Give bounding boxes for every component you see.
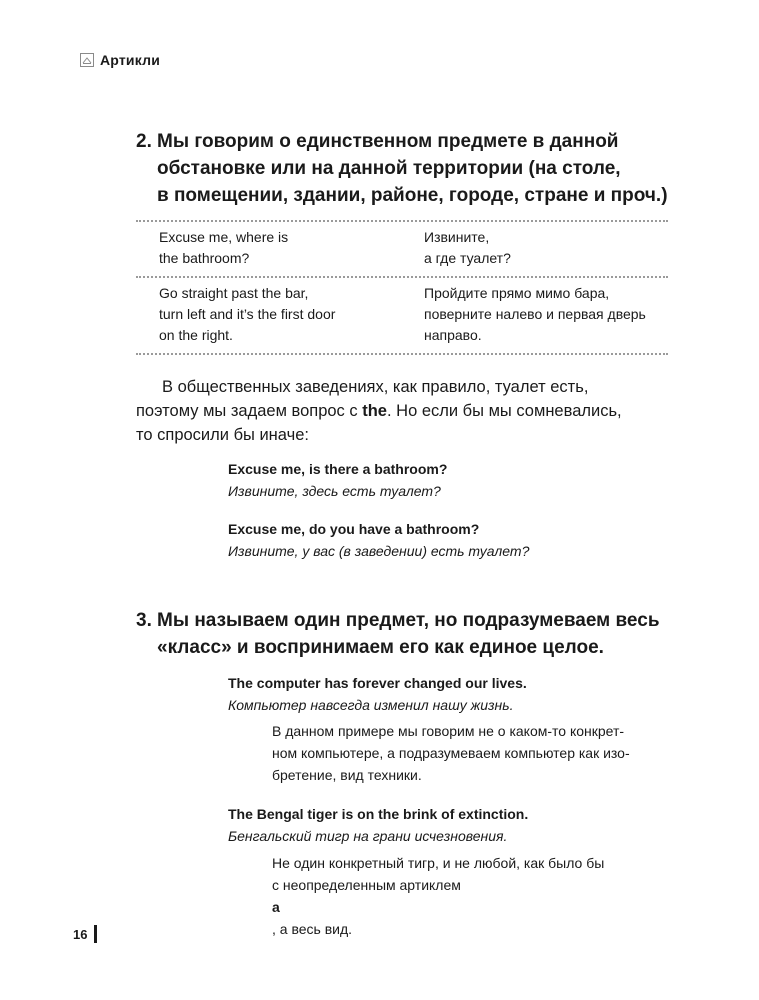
dotted-divider — [136, 220, 668, 222]
table-text: Excuse me, where is — [159, 229, 289, 245]
table-text: the bathroom? — [159, 250, 250, 266]
example-english: The Bengal tiger is on the brink of extinction. — [228, 806, 529, 822]
running-header — [80, 50, 160, 70]
example-russian: Компьютер навсегда изменил нашу жизнь. — [228, 697, 514, 713]
note-text: , а весь вид. — [272, 921, 353, 937]
dotted-divider — [136, 353, 668, 355]
note-tiger — [272, 852, 672, 940]
article-a: a — [272, 899, 280, 915]
table-row-1-english — [159, 227, 288, 269]
section-2-title-line-1: Мы говорим о единственном предмете в данной — [157, 131, 619, 152]
section-2-heading — [136, 128, 696, 209]
paragraph-text: поэтому мы задаем вопрос с — [136, 402, 363, 420]
example-russian: Бенгальский тигр на грани исчезновения. — [228, 828, 508, 844]
paragraph-line-1: В общественных заведениях, как правило, туалет есть, — [162, 378, 589, 396]
example-english: Excuse me, do you have a bathroom? — [228, 521, 480, 537]
table-text: on the right. — [159, 327, 233, 343]
table-text: направо. — [424, 327, 482, 343]
example-computer — [228, 672, 527, 716]
example-russian: Извините, у вас (в заведении) есть туалет? — [228, 543, 530, 559]
note-computer — [272, 720, 672, 786]
page-number: 16 — [73, 927, 88, 942]
body-paragraph — [136, 375, 668, 447]
example-english: Excuse me, is there a bathroom? — [228, 461, 448, 477]
table-text: Go straight past the bar, — [159, 285, 309, 301]
example-english: The computer has forever changed our lives. — [228, 675, 527, 691]
table-text: turn left and it’s the first door — [159, 306, 336, 322]
table-text: поверните налево и первая дверь — [424, 306, 646, 322]
section-2-title-line-3: в помещении, здании, районе, городе, стране и проч.) — [157, 185, 668, 206]
section-3-number: 3. — [136, 610, 152, 631]
paragraph-text: . Но если бы мы сомневались, — [386, 402, 622, 420]
table-row-1-russian — [424, 227, 511, 269]
table-text: а где туалет? — [424, 250, 511, 266]
example-russian: Извините, здесь есть туалет? — [228, 483, 441, 499]
book-icon — [80, 53, 94, 67]
example-tiger — [228, 803, 528, 847]
paragraph-line-2 — [136, 399, 668, 423]
table-text: Пройдите прямо мимо бара, — [424, 285, 610, 301]
example-1 — [228, 458, 447, 502]
section-3-title-line-2: «класс» и воспринимаем его как единое целое. — [157, 637, 604, 658]
table-row-2-russian — [424, 283, 646, 346]
example-2 — [228, 518, 529, 562]
note-line — [272, 874, 672, 940]
note-line: бретение, вид техники. — [272, 767, 422, 783]
section-2-title-line-2: обстановке или на данной территории (на столе, — [157, 158, 621, 179]
header-title: Артикли — [100, 52, 161, 68]
note-line: ном компьютере, а подразумеваем компьютер как изо- — [272, 745, 630, 761]
section-3-heading — [136, 607, 696, 661]
section-3-title-line-1: Мы называем один предмет, но подразумеваем весь — [157, 610, 660, 631]
note-line: В данном примере мы говорим не о каком-то конкрет- — [272, 723, 625, 739]
paragraph-line-3: то спросили бы иначе: — [136, 426, 309, 444]
note-line: Не один конкретный тигр, и не любой, как было бы — [272, 855, 605, 871]
page-number-bar — [94, 925, 97, 943]
section-2-number: 2. — [136, 131, 152, 152]
table-row-2-english — [159, 283, 335, 346]
note-text: с неопределенным артиклем — [272, 877, 461, 893]
article-the: the — [362, 402, 387, 420]
dotted-divider — [136, 276, 668, 278]
table-text: Извините, — [424, 229, 490, 245]
